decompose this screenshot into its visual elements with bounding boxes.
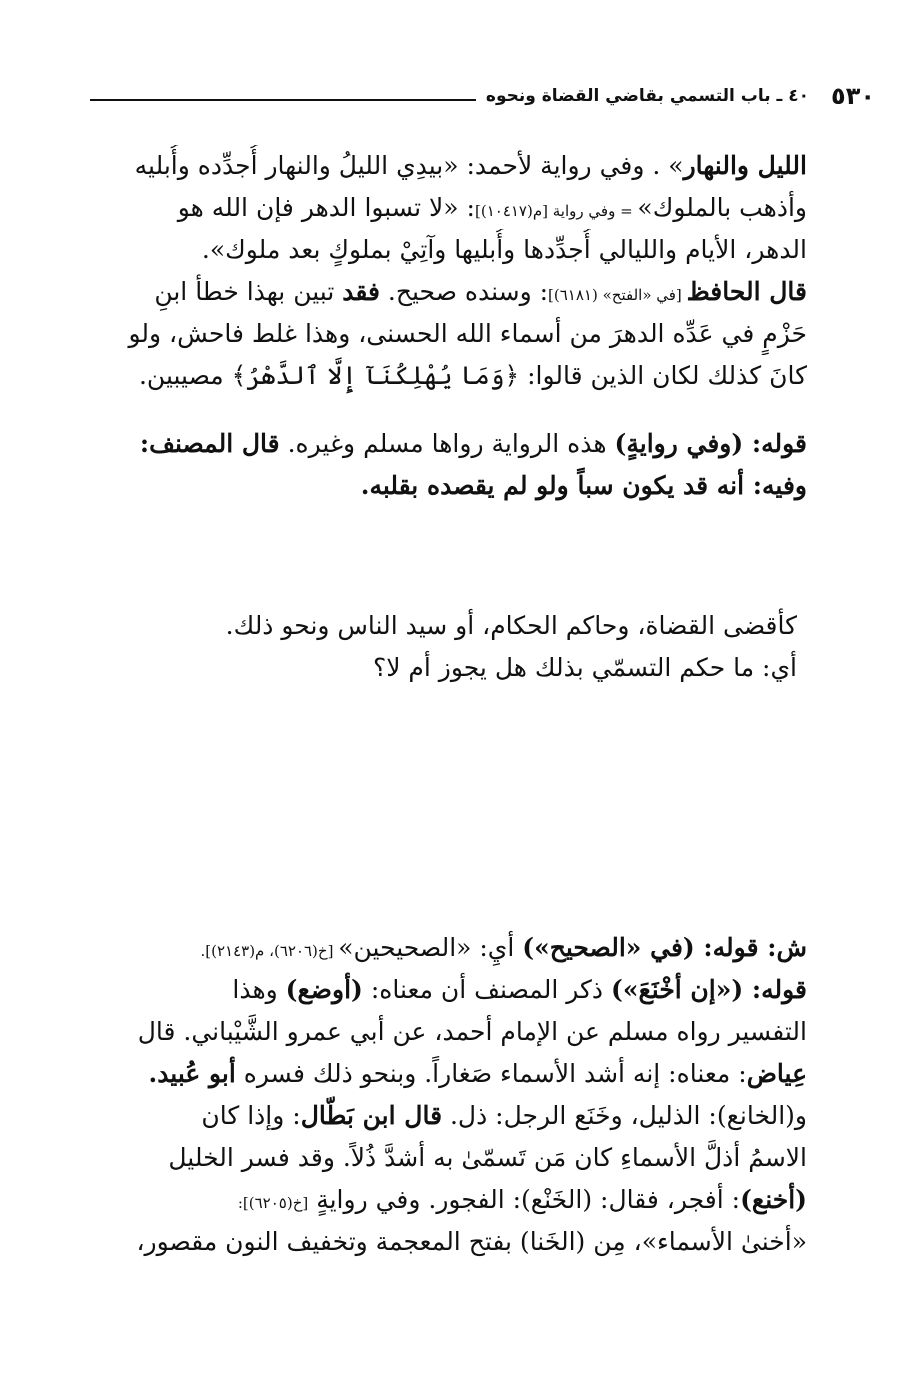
bold-phrase: قال المصنف:	[139, 429, 280, 458]
text-run: : وسنده صحيح.	[379, 277, 549, 306]
bold-phrase: فقد	[342, 277, 380, 306]
chapter-text-block	[110, 605, 797, 689]
text-run: : وإذا كان	[201, 1101, 301, 1130]
text-run: هذه الرواية رواها مسلم وغيره.	[279, 429, 615, 458]
text-run: ذكر المصنف أن معناه:	[362, 975, 612, 1004]
bold-phrase: قال الحافظ	[686, 277, 807, 306]
citation: [خ(٦٢٠٦)، م(٢١٤٣)].	[200, 942, 339, 960]
text-line	[100, 355, 807, 397]
text-run: : أفجر، فقال: (الخَنْع): الفجور. وفي روايةٍ	[308, 1185, 741, 1214]
text-line	[100, 271, 807, 313]
bold-phrase: (أخنع)	[740, 1185, 807, 1214]
text-line	[100, 969, 807, 1011]
text-line	[100, 187, 807, 229]
commentary-block-1	[100, 145, 807, 397]
text-run: وهذا	[232, 975, 286, 1004]
bold-phrase: ش: قوله: (في «الصحيح»)	[522, 933, 807, 962]
page-header	[90, 76, 875, 116]
text-line	[100, 1053, 807, 1095]
text-run: : «لا تسبوا الدهر فإن الله هو	[177, 193, 475, 222]
text-run: كانَ كذلك لكان الذين قالوا:	[519, 361, 807, 390]
text-line	[100, 423, 807, 465]
text-run: مصيبين.	[138, 361, 232, 390]
citation: = وفي رواية [م(١٠٤١٧)]	[474, 202, 638, 220]
text-run: و(الخانع): الذليل، وخَنَع الرجل: ذل.	[442, 1101, 807, 1130]
text-line	[100, 145, 807, 187]
text-run: : معناه: إنه أشد الأسماء صَغاراً. وبنحو ذلك فسره	[235, 1059, 747, 1088]
bold-phrase: قوله: («إن أخْنَعَ»)	[611, 975, 807, 1004]
text-run: تبين بهذا خطأ ابنِ	[154, 277, 343, 306]
text-line: أي: ما حكم التسمّي بذلك هل يجوز أم لا؟	[372, 653, 797, 682]
bold-phrase: عِياض	[746, 1059, 807, 1088]
text-line	[100, 1179, 807, 1221]
text-run: » . وفي رواية لأحمد: «بيدِي الليلُ والنهار أُجدِّده وأُبليه	[134, 151, 684, 180]
commentary-block-3	[100, 927, 807, 1263]
text-line: «أخنىٰ الأسماء»، مِن (الخَنا) بفتح المعجمة وتخفيف النون مقصور،	[136, 1227, 807, 1256]
commentary-block-2	[100, 423, 807, 507]
quran-verse: ﴿وَمَا يُهْلِكُنَآ إِلَّا ٱلدَّهْرُ﴾	[231, 361, 520, 390]
bold-phrase: الليل والنهار	[683, 151, 807, 180]
text-line: التفسير رواه مسلم عن الإمام أحمد، عن أبي عمرو الشَّيْباني. قال	[137, 1017, 807, 1046]
text-line: كأقضى القضاة، وحاكم الحكام، أو سيد الناس ونحو ذلك.	[225, 611, 797, 640]
text-line: الاسمُ أذلَّ الأسماءِ كان مَن تَسمّىٰ به أشدَّ ذُلاً. وقد فسر الخليل	[168, 1143, 807, 1172]
running-title: ٤٠ ـ باب التسمي بقاضي القضاة ونحوه	[485, 86, 810, 106]
bold-phrase: قال ابن بَطّال	[300, 1101, 443, 1130]
header-rule	[90, 99, 476, 101]
text-line: الدهر، الأيام والليالي أُجدِّدها وأُبليها وآتِيْ بملوكٍ بعد ملوك».	[201, 235, 807, 264]
citation: [خ(٦٢٠٥)]:	[237, 1194, 309, 1212]
page-number: ٥٣٠	[831, 82, 875, 110]
text-run: أيِ: «الصحيحين»	[338, 933, 523, 962]
bold-phrase: أبو عُبيد.	[148, 1059, 236, 1088]
citation: [في «الفتح» (٦١٨١)]	[548, 286, 687, 304]
text-line: وفيه: أنه قد يكون سباً ولو لم يقصده بقلبه.	[360, 471, 807, 500]
text-line	[100, 1095, 807, 1137]
bold-phrase: قوله: (وفي روايةٍ)	[614, 429, 807, 458]
text-line	[100, 927, 807, 969]
text-line: حَزْمٍ في عَدِّه الدهرَ من أسماء الله الحسنى، وهذا غلط فاحش، ولو	[128, 319, 807, 348]
text-run: وأذهب بالملوك»	[637, 193, 807, 222]
bold-phrase: (أوضع)	[285, 975, 363, 1004]
